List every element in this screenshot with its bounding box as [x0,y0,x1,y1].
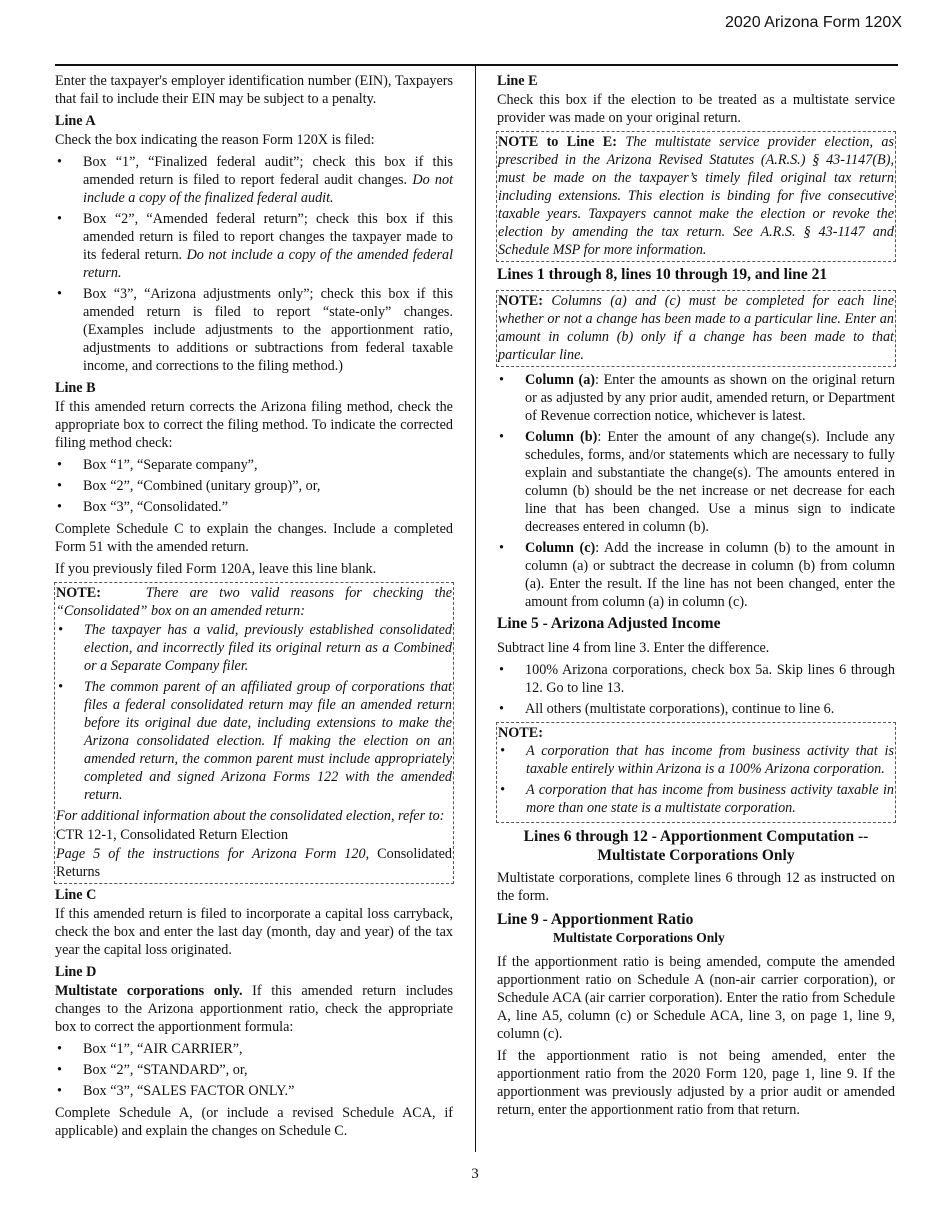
ein-paragraph: Enter the taxpayer's employer identification number (EIN), Taxpayers that fail to include their EIN may be subject to a penalty. [55,73,453,107]
line-5-list [497,661,895,718]
line-d-text: Multistate corporations only. If this amended return includes changes to the Arizona apportionment ratio, check the appropriate box to correct the apportionment formula: [55,983,453,1035]
line-e-heading: Line E [497,73,538,89]
line-d-paragraph: Complete Schedule A, (or include a revised Schedule ACA, if applicable) and explain the changes on Schedule C. [55,1105,453,1139]
line-b-intro: If this amended return corrects the Arizona filing method, check the appropriate box to correct the filing method. To indicate the corrected filing method check: [55,399,453,451]
list-item: • Column (b): Enter the amount of any change(s). Include any schedules, forms, and/or statements which are necessary to fully explain and substantiate the change(s). The amounts entered in column (b) should be the net increase or net decrease for each line that has been changed. Use a minus sign to indicate decreases entered in column (b). [497,428,895,536]
list-item: • 100% Arizona corporations, check box 5a. Skip lines 6 through 12. Go to line 13. [497,661,895,697]
list-item: • Box “2”, “Amended federal return”; check this box if this amended return is filed to report changes the taxpayer made to its federal return. Do not include a copy of the amended federal return. [55,210,453,282]
list-item: • Box “3”, “Consolidated.” [55,498,453,516]
columns-list [497,371,895,611]
list-item: • The common parent of an affiliated group of corporations that files a federal consolidated return may file an amended return before its original due date, including extensions to make the Arizona consolidated election. If making the election on an amended return, the common parent must include appropriately completed and signed Arizona Forms 122 with the amended return. [56,678,452,804]
note-list [498,742,894,817]
note-label: NOTE to Line E: [498,134,617,150]
line-9-paragraph: If the apportionment ratio is not being amended, enter the apportionment ratio from the 2020 Form 120, page 1, line 9. If the apportionment was previously adjusted by a prior audit or amended return, enter the apportionment ratio from that return. [497,1048,895,1118]
consolidated-note-box [54,582,454,884]
list-item: • The taxpayer has a valid, previously established consolidated election, and incorrectly filed its original return as a Combined or a Separate Company filer. [56,621,452,675]
line-9-subheading: Multistate Corporations Only [553,930,725,945]
line-c-heading: Line C [55,887,97,903]
note-text: The multistate service provider election, as prescribed in the Arizona Revised Statutes (A.R.S.) § 43-1147(B), must be made on the taxpayer’s timely filed original tax return including extensions. This election is binding for five consecutive taxable years. Taxpayers cannot make the election or revoke the election by amending the tax return. See A.R.S. § 43-1147 and Schedule MSP for more information. [498,134,894,258]
line-d-heading: Line D [55,964,97,980]
note-label: NOTE: [56,585,101,601]
line-5-text: Subtract line 4 from line 3. Enter the difference. [497,640,770,656]
line-a-heading: Line A [55,113,96,129]
lines-6-12-heading: Lines 6 through 12 - Apportionment Computation -- Multistate Corporations Only [523,828,869,864]
list-item: • A corporation that has income from business activity taxable in more than one state is a multistate corporation. [498,781,894,817]
list-item: • Box “2”, “Combined (unitary group)”, or, [55,477,453,495]
columns-note-box [496,290,896,367]
note-page5: Page 5 of the instructions for Arizona Form 120, Consolidated Returns [56,846,453,880]
list-item: • Box “1”, “Separate company”, [55,456,453,474]
line-c-text: If this amended return is filed to incorporate a capital loss carryback, check the box and enter the last day (month, day and year) of the tax year the capital loss originated. [55,906,453,958]
line-a-list [55,153,453,375]
note-refer: For additional information about the consolidated election, refer to: [56,808,445,824]
note-text: Columns (a) and (c) must be completed for each line whether or not a change has been made to a particular line. Enter an amount in column (b) only if a change has been made to that particular line. [498,293,895,363]
line-d-list [55,1040,453,1100]
line-5-heading: Line 5 - Arizona Adjusted Income [497,615,721,632]
note-list [56,621,452,804]
header-rule [55,64,898,66]
list-item: • Column (c): Add the increase in column (b) to the amount in column (a) or subtract the decrease in column (b) from column (a). Enter the result. If the line has not been changed, enter the amount from column (a) in column (c). [497,539,895,611]
page-number: 3 [471,1166,479,1182]
line-e-text: Check this box if the election to be treated as a multistate service provider was made on your original return. [497,92,895,126]
line-e-note-box [496,131,896,262]
list-item: • Box “1”, “AIR CARRIER”, [55,1040,453,1058]
list-item: • Box “3”, “SALES FACTOR ONLY.” [55,1082,453,1100]
form-header-title: 2020 Arizona Form 120X [725,14,902,31]
list-item: • Box “1”, “Finalized federal audit”; check this box if this amended return is filed to report federal audit changes. Do not include a copy of the finalized federal audit. [55,153,453,207]
line-b-list [55,456,453,516]
line-a-intro: Check the box indicating the reason Form 120X is filed: [55,132,375,148]
list-item: • Box “3”, “Arizona adjustments only”; check this box if this amended return is filed to report “state-only” changes. (Examples include adjustments to the apportionment ratio, adjustments to additions or subtractions from federal taxable income, and corrections to the filing method.) [55,285,453,375]
list-item: • All others (multistate corporations), continue to line 6. [497,700,895,718]
column-divider [475,66,476,1152]
line-b-heading: Line B [55,380,96,396]
line-b-paragraph: Complete Schedule C to explain the changes. Include a completed Form 51 with the amended return. [55,521,453,555]
note-label: NOTE: [498,725,543,741]
line-9-heading: Line 9 - Apportionment Ratio [497,911,694,928]
note-intro: There are two valid reasons for checking the “Consolidated” box on an amended return: [56,585,452,619]
note-ctr: CTR 12-1, Consolidated Return Election [56,827,289,843]
line-9-paragraph: If the apportionment ratio is being amended, compute the amended apportionment ratio on Schedule A (non-air carrier corporation), or Schedule ACA (air carrier corporation). Enter the ratio from Schedule A, line A5, column (c) or Schedule ACA, line 3, on page 1, line 9, column (c). [497,954,895,1042]
right-column [497,72,895,1123]
list-item: • Column (a): Enter the amounts as shown on the original return or as adjusted by any prior audit, amended return, or Department of Revenue correction notice, whichever is latest. [497,371,895,425]
list-item: • A corporation that has income from business activity that is taxable entirely within Arizona is a 100% Arizona corporation. [498,742,894,778]
lines-1-8-heading: Lines 1 through 8, lines 10 through 19, and line 21 [497,266,828,283]
lines-6-12-text: Multistate corporations, complete lines 6 through 12 as instructed on the form. [497,870,895,904]
left-column [55,72,453,1144]
note-label: NOTE: [498,293,543,309]
list-item: • Box “2”, “STANDARD”, or, [55,1061,453,1079]
line-5-note-box [496,722,896,823]
line-b-paragraph: If you previously filed Form 120A, leave this line blank. [55,561,377,577]
